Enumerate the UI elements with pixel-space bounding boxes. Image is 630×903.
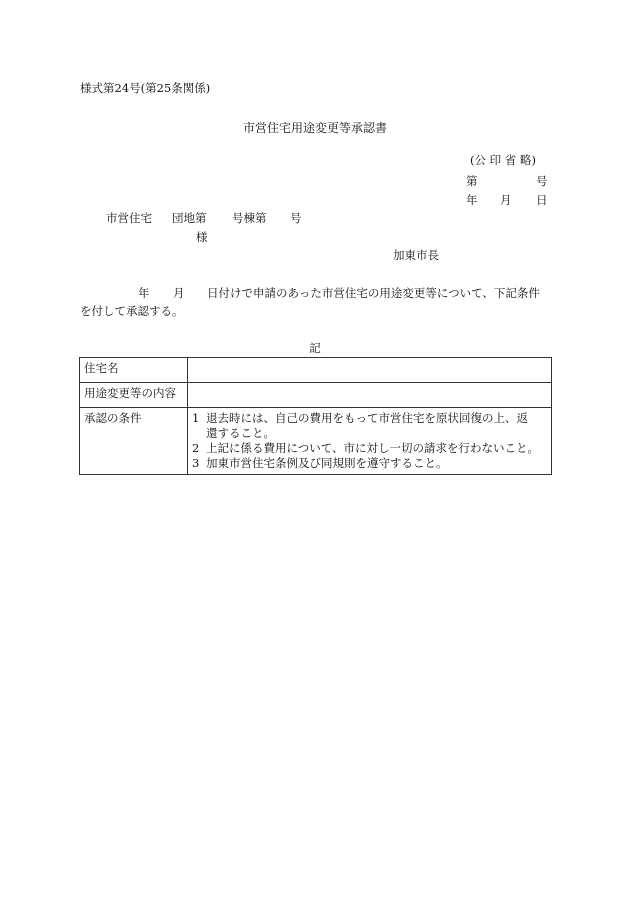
condition-text: 加東市営住宅条例及び同規則を遵守すること。 bbox=[206, 455, 448, 470]
gotou-label: 号棟第 bbox=[232, 211, 267, 225]
change-content-label: 用途変更等の内容 bbox=[80, 383, 188, 408]
condition-item bbox=[192, 456, 547, 471]
body-month: 月 bbox=[173, 286, 185, 300]
form-number: 様式第24号(第25条関係) bbox=[80, 81, 211, 95]
housing-label: 市営住宅 bbox=[106, 211, 152, 225]
ki-heading: 記 bbox=[309, 341, 321, 355]
table-row bbox=[80, 408, 552, 475]
condition-number: 2 bbox=[192, 440, 200, 455]
date-year: 年 bbox=[466, 193, 478, 207]
table-row bbox=[80, 358, 552, 383]
condition-item bbox=[192, 441, 547, 456]
table-row bbox=[80, 383, 552, 408]
condition-number: 3 bbox=[192, 455, 200, 470]
approval-table bbox=[79, 357, 552, 475]
document-title: 市営住宅用途変更等承認書 bbox=[242, 121, 387, 135]
conditions-cell bbox=[188, 408, 552, 475]
condition-number: 1 bbox=[192, 411, 200, 425]
date-month: 月 bbox=[500, 193, 512, 207]
body-year: 年 bbox=[138, 286, 150, 300]
body-text-1: 日付けで申請のあった市営住宅の用途変更等について、下記条件 bbox=[207, 286, 540, 300]
honorific: 様 bbox=[196, 230, 208, 244]
housing-name-label: 住宅名 bbox=[80, 358, 188, 383]
conditions-label: 承認の条件 bbox=[80, 408, 188, 475]
condition-continuation: 還すること。 bbox=[206, 425, 275, 440]
date-day: 日 bbox=[536, 193, 548, 207]
danchi-label: 団地第 bbox=[172, 211, 207, 225]
reference-dai: 第 bbox=[466, 174, 478, 188]
seal-omitted-note: (公 印 省 略) bbox=[470, 153, 536, 167]
change-content-value bbox=[188, 383, 552, 408]
condition-text: 上記に係る費用について、市に対し一切の請求を行わないこと。 bbox=[206, 440, 540, 455]
condition-text: 退去時には、自己の費用をもって市営住宅を原状回復の上、返 bbox=[206, 411, 528, 425]
issuer-mayor: 加東市長 bbox=[393, 248, 439, 262]
reference-go: 号 bbox=[536, 174, 548, 188]
housing-name-value bbox=[188, 358, 552, 383]
go-label: 号 bbox=[290, 211, 302, 225]
body-line-2: を付して承認する。 bbox=[80, 304, 184, 318]
condition-item bbox=[192, 411, 547, 426]
